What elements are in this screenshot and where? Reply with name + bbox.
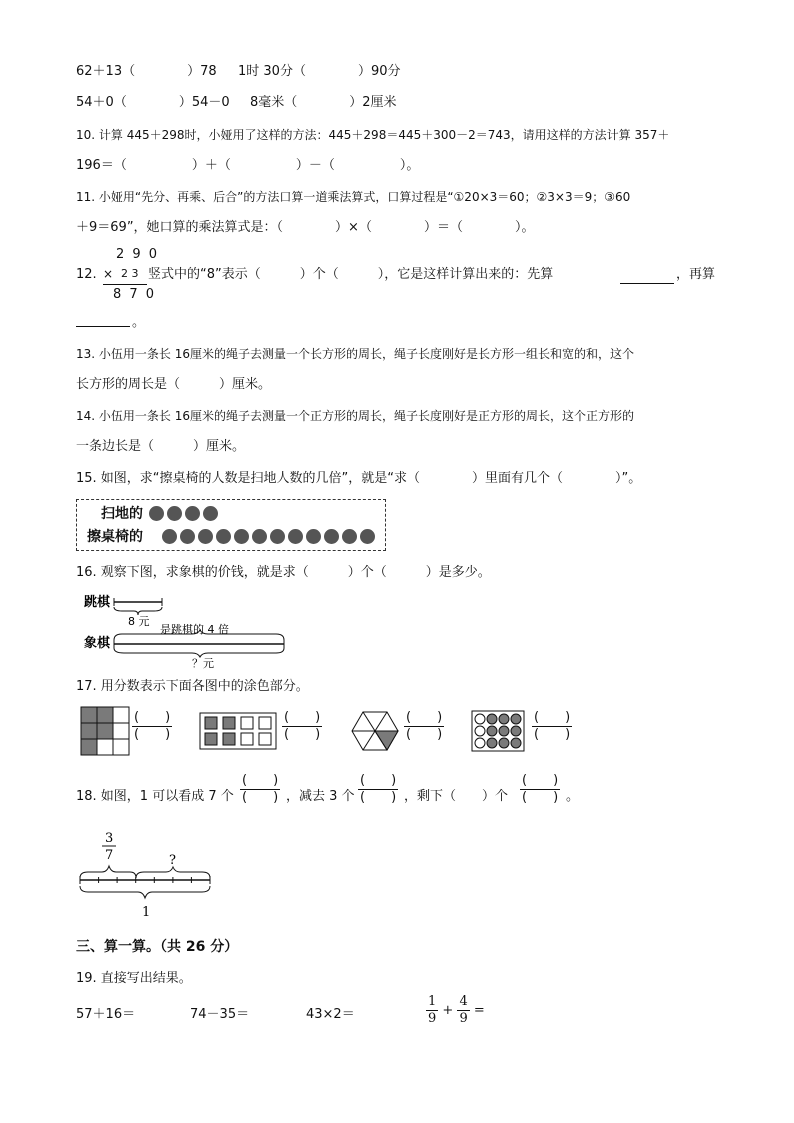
chess-label: 象棋 — [84, 636, 111, 651]
question-13-line2: 长方形的周长是（ ）厘米。 — [76, 377, 272, 392]
person-dot — [216, 529, 231, 544]
question-18-part1: 18. 如图，1 可以看成 7 个 — [76, 789, 234, 804]
known-brace — [80, 866, 136, 878]
question-12-then: ，再算 — [676, 267, 716, 282]
vertical-top-number: 2 9 0 — [116, 247, 160, 262]
question-18-part2: ，减去 3 个 — [286, 789, 355, 804]
compare-2b: 8毫米（ ）2厘米 — [250, 95, 397, 110]
person-dot — [162, 529, 177, 544]
chess-price-unknown: ？元 — [192, 657, 214, 670]
equals-sign: = — [473, 1003, 485, 1018]
vertical-result: 8 7 0 — [113, 287, 157, 302]
circle-grid-figure — [472, 711, 524, 751]
fraction-answer-1[interactable]: ( ) ( ) — [134, 710, 171, 742]
compare-1a: 62＋13（ ）78 — [76, 64, 217, 79]
person-dot — [198, 529, 213, 544]
calc-4-fraction-sum — [426, 994, 485, 1027]
question-14-line2: 一条边长是（ ）厘米。 — [76, 439, 246, 454]
unknown-brace — [136, 867, 210, 878]
checkers-brace — [114, 607, 162, 615]
person-dot — [185, 506, 200, 521]
question-13-line1: 13. 小伍用一条长 16厘米的绳子去测量一个长方形的周长，绳子长度刚好是长方形一组长和宽的和，这个 — [76, 347, 634, 361]
question-12-end: 。 — [132, 315, 146, 330]
frac-num-2: 4 — [459, 994, 468, 1009]
fraction-blank-remain[interactable]: ( ) ( ) — [522, 773, 559, 805]
question-11-line1: 11. 小娅用“先分、再乘、后合”的方法口算一道乘法算式，口算过程是“①20×3＝60；②3×3＝9；③60 — [76, 190, 631, 204]
person-dot — [342, 529, 357, 544]
answer-blank-second[interactable] — [76, 313, 130, 327]
four-times-note: 是跳棋的 4 倍 — [160, 623, 229, 636]
question-17: 17. 用分数表示下面各图中的涂色部分。 — [76, 679, 309, 694]
person-dot — [306, 529, 321, 544]
person-dot — [234, 529, 249, 544]
vertical-multiply-sign: × — [103, 267, 114, 281]
person-dot — [270, 529, 285, 544]
fraction-blank-unit[interactable]: ( ) ( ) — [242, 773, 279, 805]
checkers-label: 跳棋 — [84, 595, 111, 610]
plus-sign: + — [442, 1003, 454, 1018]
question-12-line1: 竖式中的“8”表示（ ）个（ ），它是这样计算出来的：先算 — [148, 267, 554, 282]
question-12-number: 12. — [76, 267, 97, 282]
fraction-blank-subtract[interactable]: ( ) ( ) — [360, 773, 397, 805]
question-19: 19. 直接写出结果。 — [76, 971, 192, 986]
question-10-line2: 196＝（ ）＋（ ）－（ ）。 — [76, 158, 420, 173]
fraction-answer-2[interactable]: ( ) ( ) — [284, 710, 321, 742]
sweep-label: 扫地的 — [101, 506, 143, 522]
question-16: 16. 观察下图，求象棋的价钱，就是求（ ）个（ ）是多少。 — [76, 565, 491, 580]
person-dot — [324, 529, 339, 544]
question-11-line2: ＋9＝69”，她口算的乘法算式是：（ ）×（ ）＝（ ）。 — [76, 220, 535, 235]
calc-2: 74－35＝ — [190, 1007, 250, 1022]
frac-num-1: 1 — [428, 994, 437, 1009]
question-15: 15. 如图，求“擦桌椅的人数是扫地人数的几倍”，就是“求（ ）里面有几个（ ）”。 — [76, 471, 642, 486]
section-3-heading: 三、算一算。（共 26 分） — [76, 939, 239, 955]
chess-bottom-brace — [114, 648, 284, 657]
checkers-price: 8 元 — [128, 615, 150, 628]
vertical-multiplier: 2 3 — [121, 267, 139, 280]
person-dot — [203, 506, 218, 521]
person-dot — [149, 506, 164, 521]
unit-fraction-number-line — [74, 828, 224, 922]
people-count-figure — [76, 499, 386, 551]
label-unknown: ? — [169, 853, 176, 868]
frac-den-1: 9 — [428, 1011, 437, 1026]
price-segment-diagram — [80, 590, 310, 670]
label-seven: 7 — [105, 848, 114, 863]
question-14-line1: 14. 小伍用一条长 16厘米的绳子去测量一个正方形的周长，绳子长度刚好是正方形的周长，这个正方形的 — [76, 409, 634, 423]
answer-blank-first[interactable] — [620, 270, 674, 284]
fraction-answer-3[interactable]: ( ) ( ) — [406, 710, 443, 742]
whole-brace — [80, 886, 210, 898]
person-dot — [167, 506, 182, 521]
grid-figure — [81, 707, 129, 755]
square-group-figure — [200, 713, 276, 749]
question-18-end: 。 — [566, 789, 580, 804]
person-dot — [288, 529, 303, 544]
vertical-rule — [103, 284, 147, 285]
hexagon-figure — [352, 712, 398, 750]
frac-den-2: 9 — [459, 1011, 468, 1026]
label-three: 3 — [105, 831, 114, 846]
wipe-label: 擦桌椅的 — [87, 529, 143, 545]
compare-2a: 54＋0（ ）54－0 — [76, 95, 230, 110]
label-one: 1 — [142, 905, 151, 920]
person-dot — [252, 529, 267, 544]
calc-1: 57＋16＝ — [76, 1007, 136, 1022]
person-dot — [360, 529, 375, 544]
person-dot — [180, 529, 195, 544]
fraction-answer-4[interactable]: ( ) ( ) — [534, 710, 571, 742]
question-10-line1: 10. 计算 445＋298时，小娅用了这样的方法：445＋298＝445＋300－2＝743，请用这样的方法计算 357＋ — [76, 128, 670, 142]
question-18-part3: ，剩下（ ）个 — [404, 789, 509, 804]
compare-1b: 1时 30分（ ）90分 — [238, 64, 401, 79]
calc-3: 43×2＝ — [306, 1007, 355, 1022]
